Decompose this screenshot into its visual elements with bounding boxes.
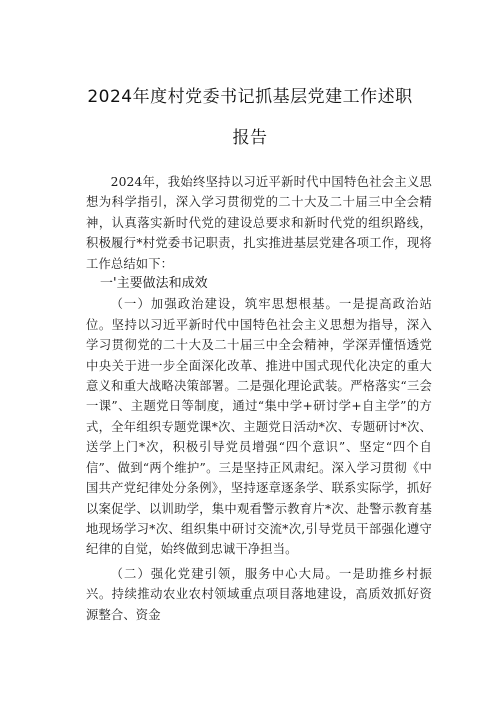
paragraph-party-leadership: （二）强化党建引领，服务中心大局。一是助推乡村振兴。持续推动农业农村领域重点项目落地建设，高质效抓好资源整合、资金 (86, 566, 432, 622)
section-heading: 一'主要做法和成效 (100, 276, 208, 292)
document-title-continued: 报告 (232, 128, 268, 148)
paragraph-political-building: （一）加强政治建设，筑牢思想根基。一是提高政治站位。坚持以习近平新时代中国特色社会主义思想为指导，深入学习贯彻党的二十大及二十届三中全会精神，学深弄懂悟透党中央关于进一步全面深化改革、推进中国式现代化决定的重大意义和重大战略决策部署。二是强化理论武装。严格落实“三会一课”、主题党日等制度，通过“集中学+研讨学+自主学”的方式，全年组织专题党课*次、主题党日活动*次、专题研讨*次、送学上门*次，积极引导党员增强“四个意识”、坚定“四个自信”、做到“两个维护”。三是坚持正风肃纪。深入学习贯彻《中国共产党纪律处分条例》，坚持逐章逐条学、联系实际学，抓好以案促学、以训助学，集中观看警示教育片*次、赴警示教育基地现场学习*次、组织集中研讨交流*次,引导党员干部强化遵守纪律的自觉，始终做到忠诚干净担当。 (86, 297, 432, 557)
document-title: 2024年度村党委书记抓基层党建工作述职 (87, 87, 413, 107)
document-body (86, 172, 432, 625)
intro-paragraph: 2024年，我始终坚持以习近平新时代中国特色社会主义思想为科学指引，深入学习贯彻党的二十大及二十届三中全会精神，认真落实新时代党的建设总要求和新时代党的组织路线，积极履行*村党委书记职责，扎实推进基层党建各项工作，现将工作总结如下： (86, 175, 432, 271)
